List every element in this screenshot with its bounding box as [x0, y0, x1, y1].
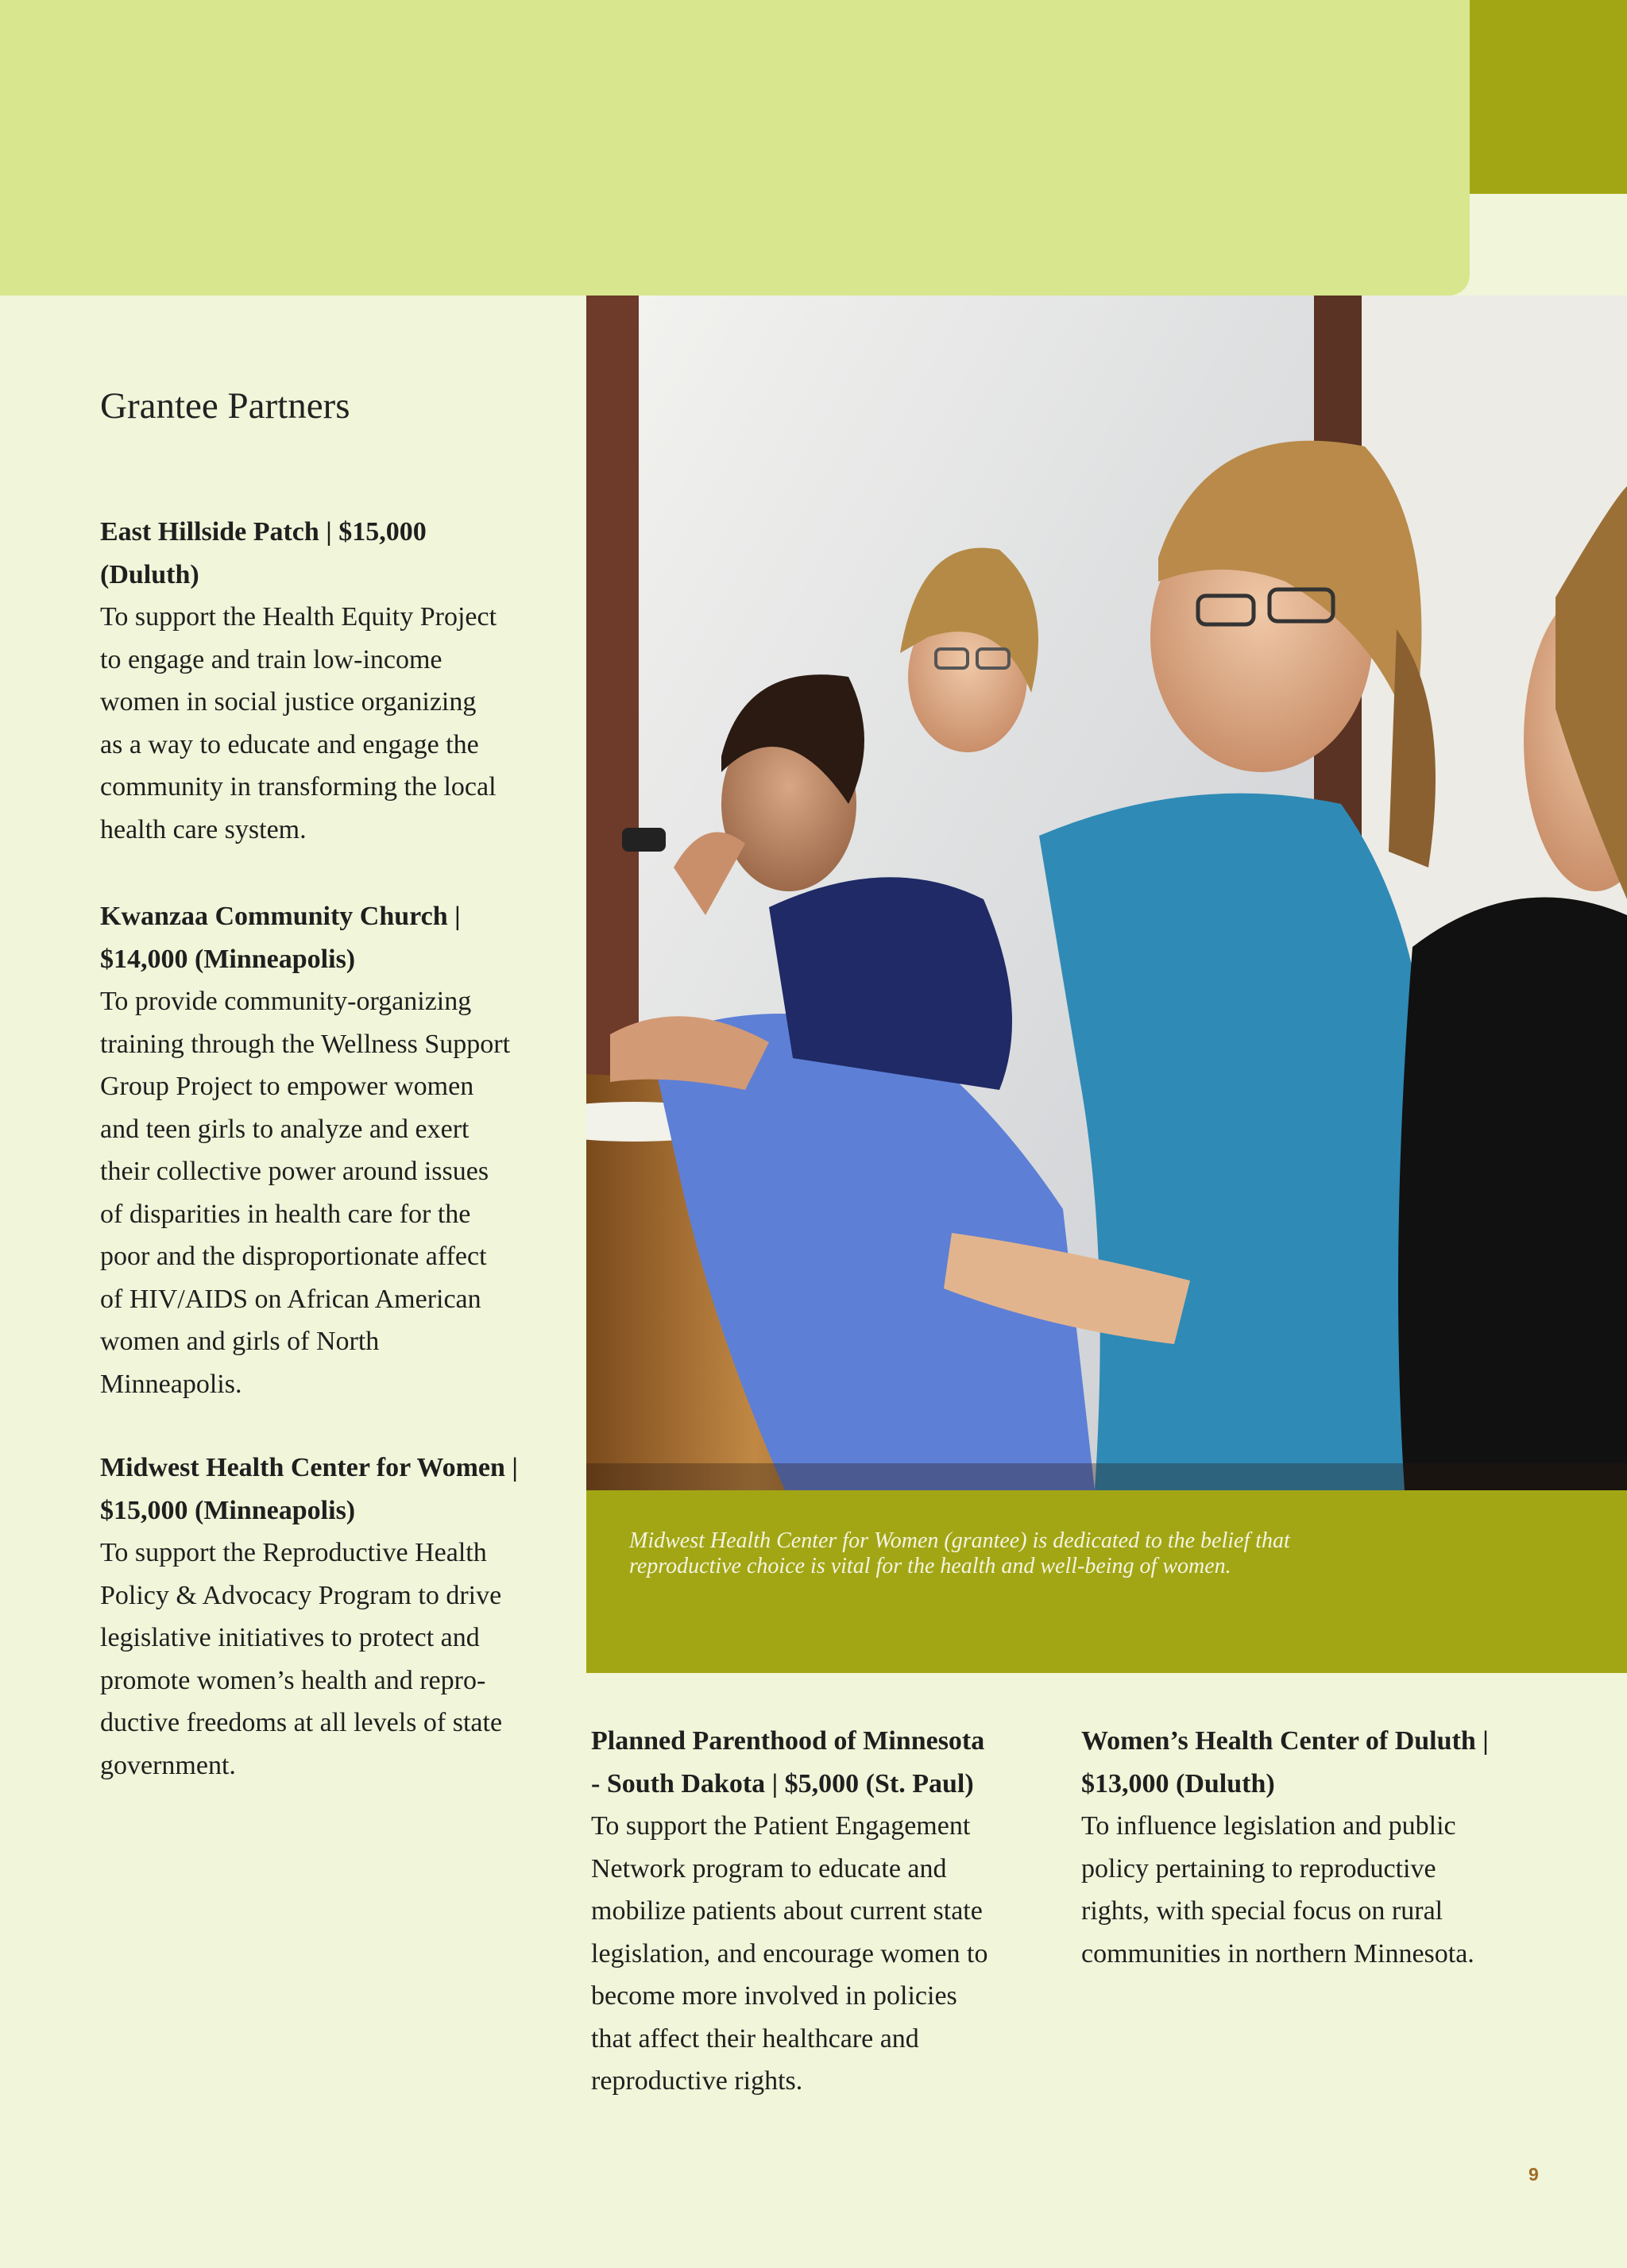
grant-name: Midwest Health Center for Women | $15,000 (Minneapolis)	[100, 1453, 518, 1525]
grant-name: Women’s Health Center of Duluth | $13,000 (Duluth)	[1081, 1726, 1489, 1799]
grant-description: To influence legislation and public policy pertaining to reproductive rights, with special focus on rural communities in northern Minnesota.	[1081, 1811, 1474, 1969]
photo-caption-band	[586, 1490, 1627, 1673]
grant-description: To support the Health Equity Project to engage and train low-income women in social justice organizing as a way to educate and engage the community in transforming the local health care system.	[100, 602, 497, 844]
page-number: 9	[1528, 2164, 1539, 2185]
grant-entry-planned-parenthood	[591, 1720, 1036, 2103]
grant-name: Kwanzaa Community Church | $14,000 (Minneapolis)	[100, 902, 461, 974]
grant-description: To provide community-organizing training through the Wellness Support Group Project to empower women and teen girls to analyze and exert their collective power around issues of disparities in health care for the poor and the disproportionate affect of HIV/AIDS on African American women and girls of North Minneapolis.	[100, 987, 511, 1399]
header-band	[0, 0, 1470, 296]
grant-entry-womens-health-center-duluth	[1081, 1720, 1558, 1975]
header-corner-accent	[1470, 0, 1627, 194]
page-title: Grantee Partners	[100, 385, 350, 427]
grant-name: East Hillside Patch | $15,000 (Duluth)	[100, 517, 427, 589]
grant-name: Planned Parenthood of Minnesota - South Dakota | $5,000 (St. Paul)	[591, 1726, 985, 1799]
grant-entry-kwanzaa-community-church	[100, 895, 553, 1405]
grant-description: To support the Reproductive Health Policy & Advocacy Program to drive legislative initiatives to protect and promote women’s health and repro- ductive freedoms at all levels of state government.	[100, 1538, 503, 1780]
photo-caption: Midwest Health Center for Women (grantee) is dedicated to the belief that reproductive choice is vital for the health and well-being of women.	[629, 1528, 1290, 1578]
grant-entry-midwest-health-center	[100, 1447, 553, 1787]
meeting-photo	[586, 296, 1627, 1490]
grant-description: To support the Patient Engagement Network program to educate and mobilize patients about current state legislation, and encourage women to become more involved in policies that affect their healthcare and reproductive rights.	[591, 1811, 988, 2096]
grant-entry-east-hillside-patch	[100, 511, 553, 851]
